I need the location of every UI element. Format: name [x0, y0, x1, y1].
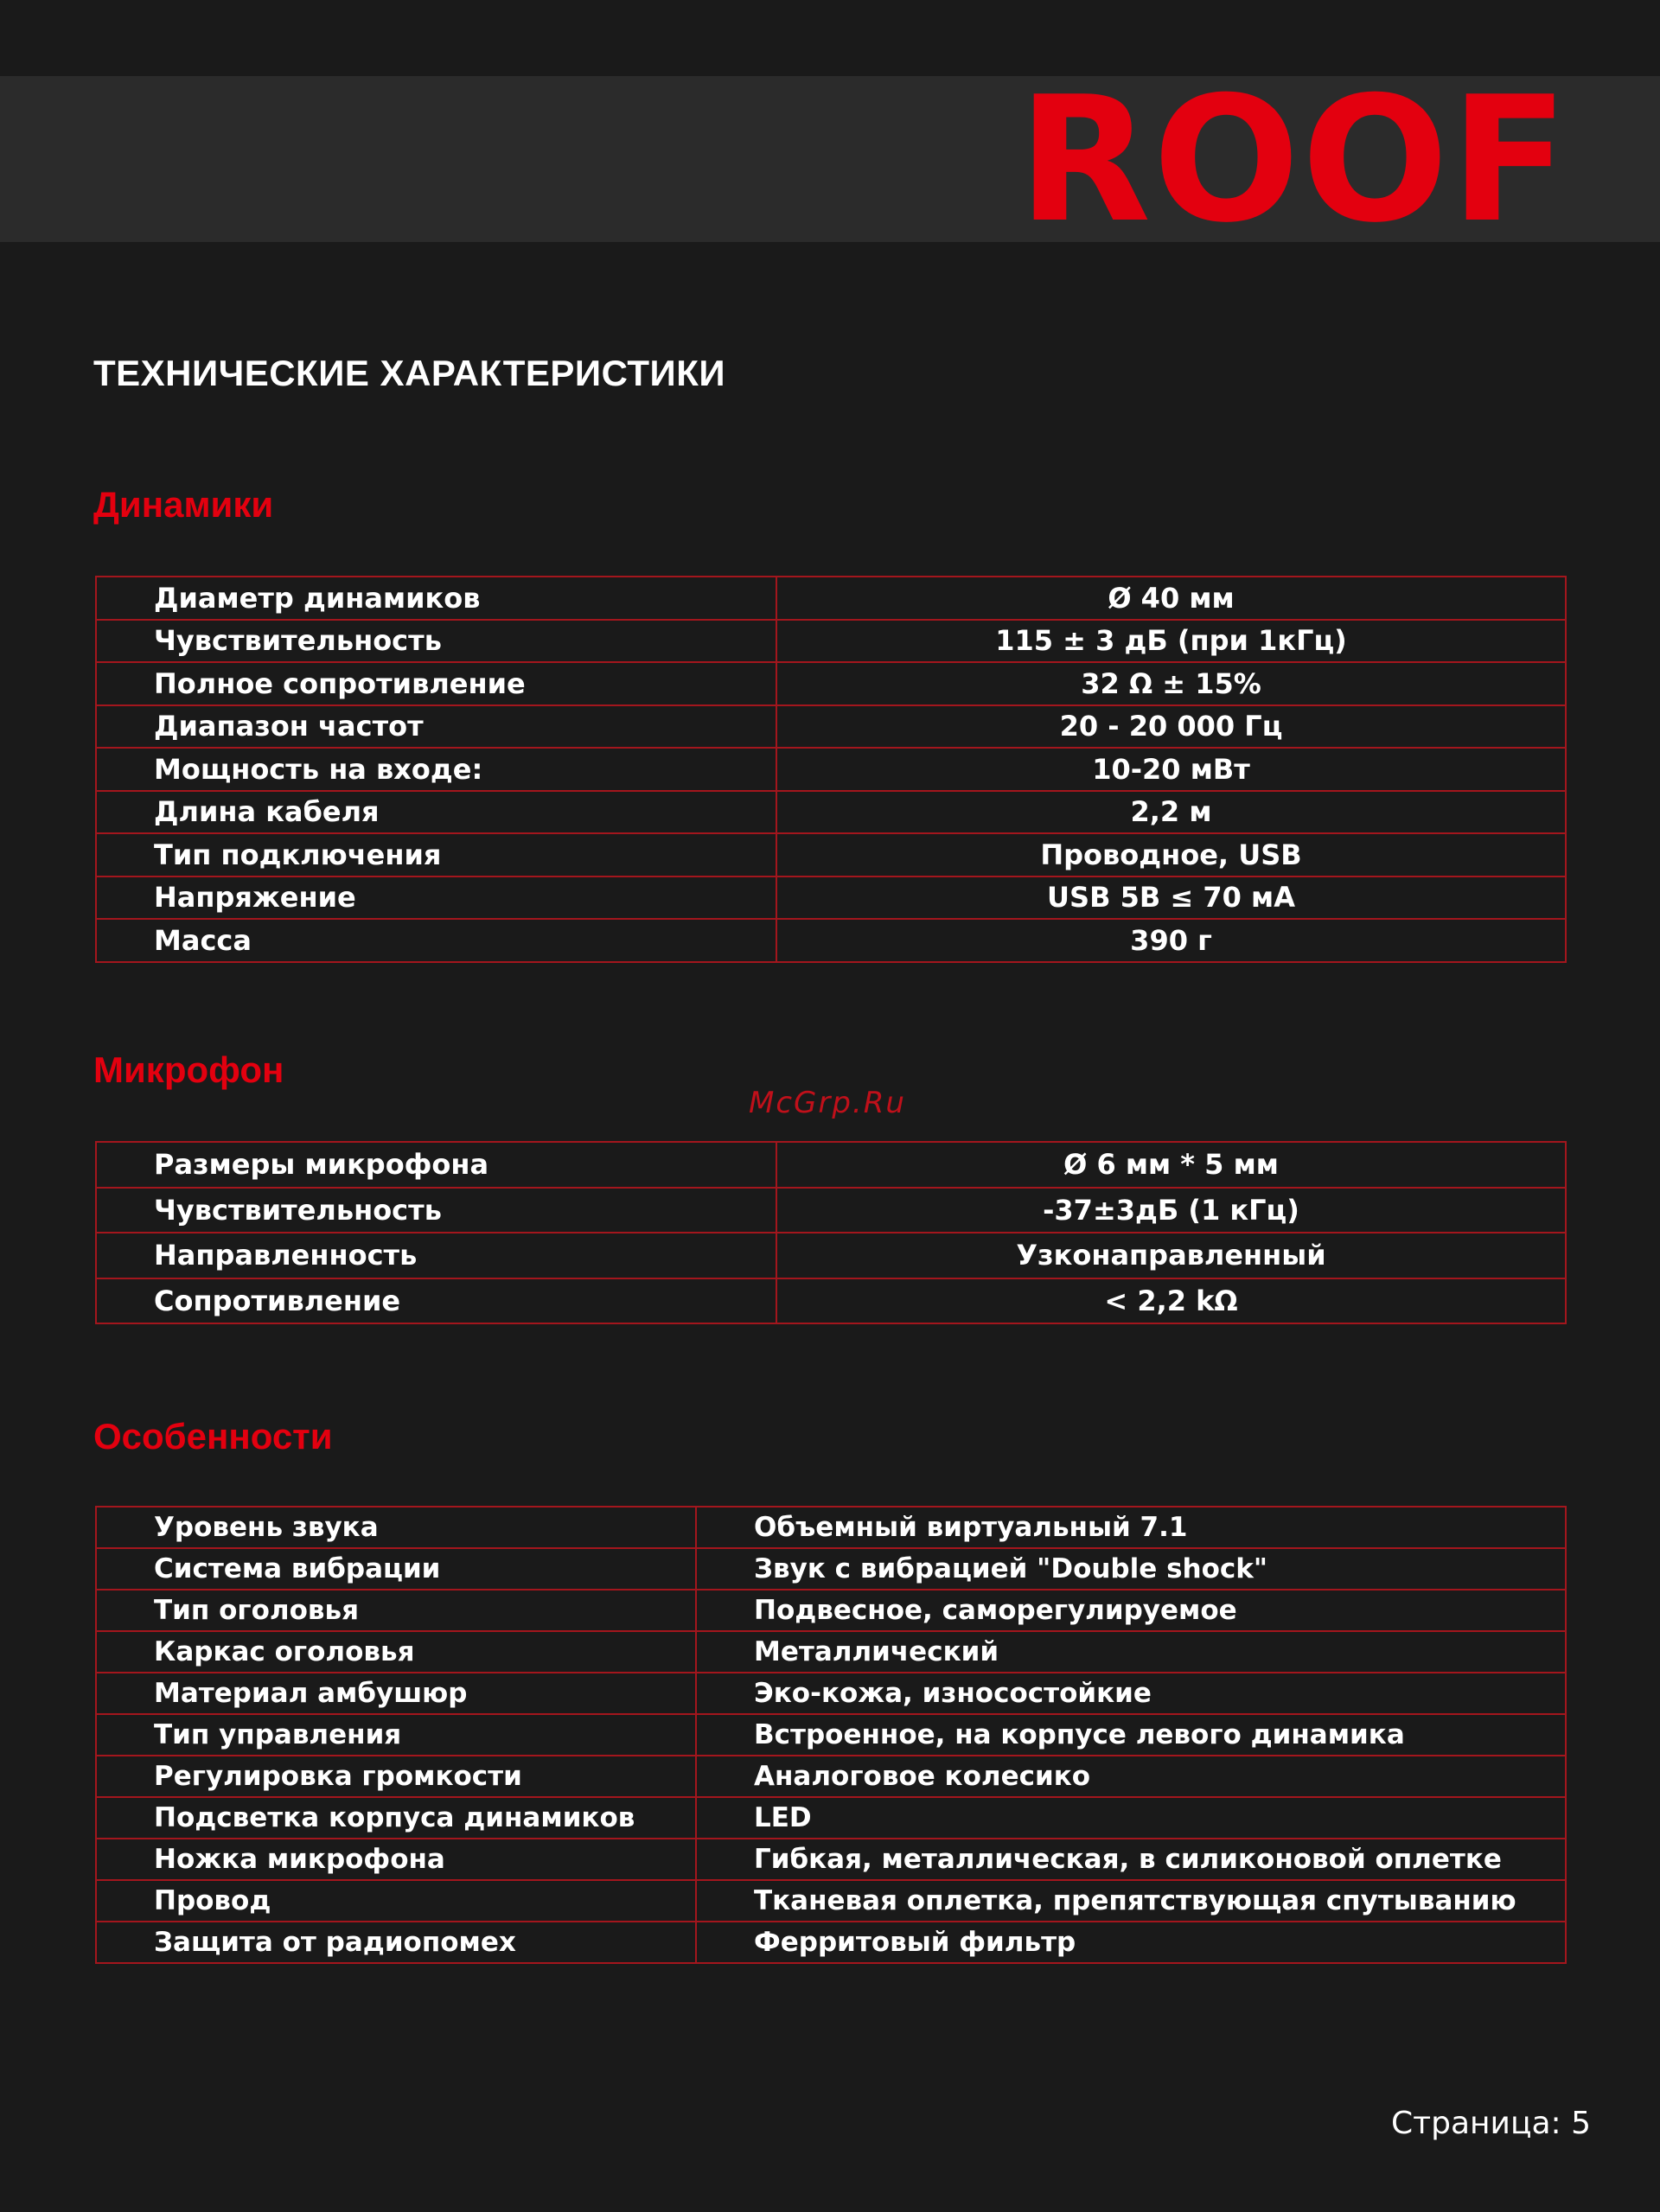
spec-value: Металлический [696, 1631, 1566, 1673]
spec-value: Подвесное, саморегулируемое [696, 1590, 1566, 1631]
spec-label: Провод [96, 1880, 696, 1922]
spec-label: Сопротивление [96, 1278, 776, 1324]
spec-label: Размеры микрофона [96, 1142, 776, 1188]
spec-value: 10-20 мВт [776, 748, 1566, 791]
spec-label: Масса [96, 919, 776, 962]
spec-label: Диаметр динамиков [96, 577, 776, 620]
spec-label: Тип управления [96, 1714, 696, 1756]
table-row [96, 1188, 1566, 1233]
spec-value: 115 ± 3 дБ (при 1кГц) [776, 620, 1566, 663]
features-spec-table [95, 1506, 1567, 1964]
spec-value: Объемный виртуальный 7.1 [696, 1507, 1566, 1548]
spec-label: Полное сопротивление [96, 662, 776, 705]
table-row [96, 1590, 1566, 1631]
spec-label: Чувствительность [96, 620, 776, 663]
spec-value: Звук с вибрацией "Double shock" [696, 1548, 1566, 1590]
spec-value: LED [696, 1797, 1566, 1839]
microphone-spec-table [95, 1141, 1567, 1324]
table-row [96, 1278, 1566, 1324]
spec-label: Тип подключения [96, 833, 776, 877]
spec-value: Ø 40 мм [776, 577, 1566, 620]
table-row [96, 1839, 1566, 1880]
table-row [96, 1756, 1566, 1797]
spec-value: Узконаправленный [776, 1233, 1566, 1278]
spec-label: Ножка микрофона [96, 1839, 696, 1880]
section-heading-speakers: Динамики [93, 484, 274, 525]
watermark: McGrp.Ru [749, 1086, 906, 1120]
page-number: Страница: 5 [1391, 2106, 1591, 2141]
table-row [96, 662, 1566, 705]
spec-value: 20 - 20 000 Гц [776, 705, 1566, 749]
table-row [96, 1548, 1566, 1590]
table-row [96, 919, 1566, 962]
table-row [96, 1797, 1566, 1839]
table-row [96, 1631, 1566, 1673]
table-row [96, 1507, 1566, 1548]
spec-value: Встроенное, на корпусе левого динамика [696, 1714, 1566, 1756]
spec-label: Уровень звука [96, 1507, 696, 1548]
table-row [96, 877, 1566, 920]
spec-label: Защита от радиопомех [96, 1922, 696, 1963]
spec-value: -37±3дБ (1 кГц) [776, 1188, 1566, 1233]
table-row [96, 1233, 1566, 1278]
spec-value: Аналоговое колесико [696, 1756, 1566, 1797]
spec-value: < 2,2 kΩ [776, 1278, 1566, 1324]
page-title: ТЕХНИЧЕСКИЕ ХАРАКТЕРИСТИКИ [93, 353, 726, 393]
spec-value: 2,2 м [776, 791, 1566, 834]
table-row [96, 748, 1566, 791]
spec-label: Материал амбушюр [96, 1673, 696, 1714]
speakers-spec-table [95, 576, 1567, 963]
table-row [96, 1673, 1566, 1714]
table-row [96, 705, 1566, 749]
spec-value: Ø 6 мм * 5 мм [776, 1142, 1566, 1188]
spec-label: Система вибрации [96, 1548, 696, 1590]
spec-value: Эко-кожа, износостойкие [696, 1673, 1566, 1714]
spec-value: 390 г [776, 919, 1566, 962]
section-heading-features: Особенности [93, 1416, 333, 1457]
spec-label: Чувствительность [96, 1188, 776, 1233]
brand-logo: ROOF [1018, 60, 1570, 261]
table-row [96, 577, 1566, 620]
table-row [96, 1922, 1566, 1963]
table-row [96, 1142, 1566, 1188]
spec-label: Подсветка корпуса динамиков [96, 1797, 696, 1839]
spec-label: Диапазон частот [96, 705, 776, 749]
spec-value: Ферритовый фильтр [696, 1922, 1566, 1963]
table-row [96, 1714, 1566, 1756]
spec-value: Проводное, USB [776, 833, 1566, 877]
table-row [96, 1880, 1566, 1922]
spec-label: Каркас оголовья [96, 1631, 696, 1673]
section-heading-microphone: Микрофон [93, 1049, 284, 1090]
spec-label: Регулировка громкости [96, 1756, 696, 1797]
spec-label: Направленность [96, 1233, 776, 1278]
spec-label: Напряжение [96, 877, 776, 920]
spec-value: Гибкая, металлическая, в силиконовой оплетке [696, 1839, 1566, 1880]
table-row [96, 833, 1566, 877]
spec-label: Тип оголовья [96, 1590, 696, 1631]
spec-value: 32 Ω ± 15% [776, 662, 1566, 705]
spec-value: Тканевая оплетка, препятствующая спутыванию [696, 1880, 1566, 1922]
table-row [96, 791, 1566, 834]
spec-label: Мощность на входе: [96, 748, 776, 791]
spec-label: Длина кабеля [96, 791, 776, 834]
spec-value: USB 5В ≤ 70 мА [776, 877, 1566, 920]
table-row [96, 620, 1566, 663]
